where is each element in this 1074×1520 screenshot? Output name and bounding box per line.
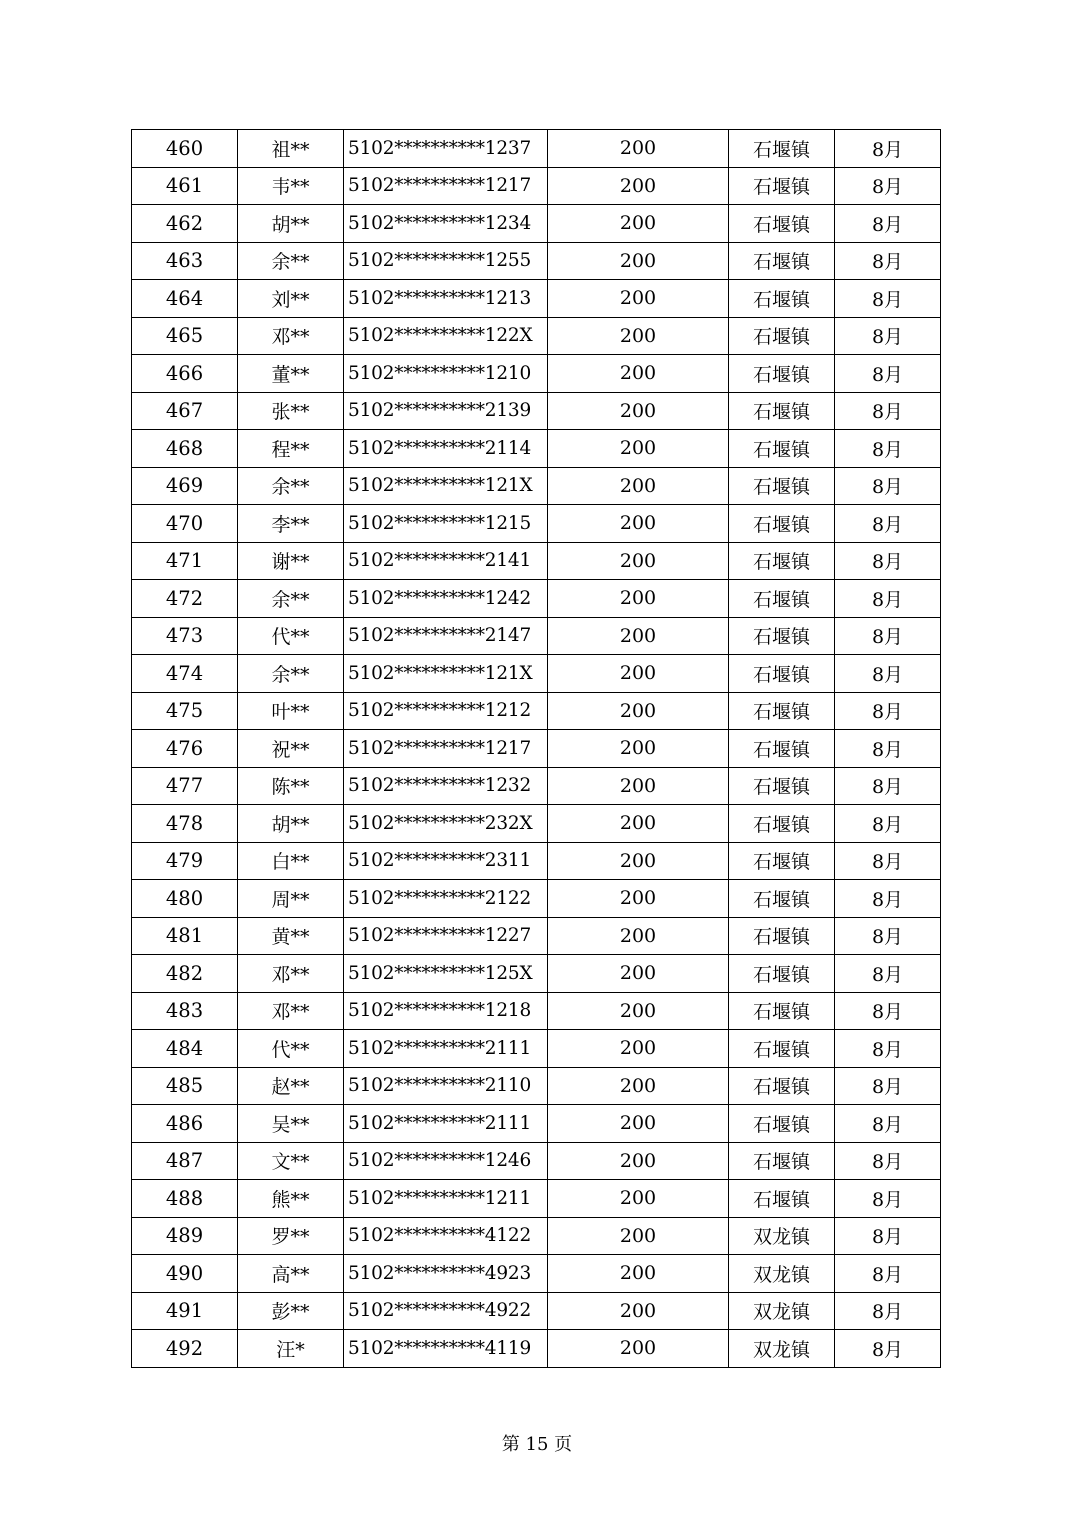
- amount-cell: 200: [548, 580, 729, 618]
- table-row: [132, 880, 941, 918]
- amount-cell: 200: [548, 767, 729, 805]
- name-cell: 赵**: [238, 1067, 344, 1105]
- table-row: [132, 392, 941, 430]
- town-cell: 双龙镇: [729, 1330, 835, 1368]
- row-number-cell: 470: [132, 505, 238, 543]
- table-row: [132, 242, 941, 280]
- id-number-cell: 5102**********2122: [344, 880, 548, 918]
- id-number-cell: 5102**********1232: [344, 767, 548, 805]
- town-cell: 双龙镇: [729, 1255, 835, 1293]
- month-cell: 8月: [835, 505, 941, 543]
- town-cell: 双龙镇: [729, 1292, 835, 1330]
- id-number-cell: 5102**********121X: [344, 467, 548, 505]
- town-cell: 石堰镇: [729, 242, 835, 280]
- table-row: [132, 205, 941, 243]
- town-cell: 双龙镇: [729, 1217, 835, 1255]
- id-number-cell: 5102**********2111: [344, 1030, 548, 1068]
- amount-cell: 200: [548, 1030, 729, 1068]
- row-number-cell: 486: [132, 1105, 238, 1143]
- row-number-cell: 463: [132, 242, 238, 280]
- month-cell: 8月: [835, 1292, 941, 1330]
- id-number-cell: 5102**********2147: [344, 617, 548, 655]
- id-number-cell: 5102**********4922: [344, 1292, 548, 1330]
- name-cell: 叶**: [238, 692, 344, 730]
- month-cell: 8月: [835, 880, 941, 918]
- name-cell: 陈**: [238, 767, 344, 805]
- month-cell: 8月: [835, 692, 941, 730]
- month-cell: 8月: [835, 1030, 941, 1068]
- town-cell: 石堰镇: [729, 917, 835, 955]
- town-cell: 石堰镇: [729, 730, 835, 768]
- table-row: [132, 580, 941, 618]
- name-cell: 文**: [238, 1142, 344, 1180]
- row-number-cell: 462: [132, 205, 238, 243]
- row-number-cell: 475: [132, 692, 238, 730]
- name-cell: 程**: [238, 430, 344, 468]
- town-cell: 石堰镇: [729, 1180, 835, 1218]
- table-row: [132, 805, 941, 843]
- id-number-cell: 5102**********1213: [344, 280, 548, 318]
- name-cell: 祝**: [238, 730, 344, 768]
- row-number-cell: 461: [132, 167, 238, 205]
- amount-cell: 200: [548, 355, 729, 393]
- town-cell: 石堰镇: [729, 1105, 835, 1143]
- id-number-cell: 5102**********1246: [344, 1142, 548, 1180]
- row-number-cell: 467: [132, 392, 238, 430]
- row-number-cell: 471: [132, 542, 238, 580]
- name-cell: 胡**: [238, 205, 344, 243]
- page-number: 第 15 页: [501, 1434, 573, 1455]
- table-row: [132, 955, 941, 993]
- row-number-cell: 478: [132, 805, 238, 843]
- row-number-cell: 485: [132, 1067, 238, 1105]
- table-row: [132, 542, 941, 580]
- name-cell: 彭**: [238, 1292, 344, 1330]
- month-cell: 8月: [835, 392, 941, 430]
- month-cell: 8月: [835, 430, 941, 468]
- name-cell: 余**: [238, 467, 344, 505]
- name-cell: 代**: [238, 617, 344, 655]
- row-number-cell: 472: [132, 580, 238, 618]
- table-row: [132, 917, 941, 955]
- name-cell: 张**: [238, 392, 344, 430]
- name-cell: 周**: [238, 880, 344, 918]
- town-cell: 石堰镇: [729, 205, 835, 243]
- table-row: [132, 355, 941, 393]
- table-row: [132, 1067, 941, 1105]
- name-cell: 邓**: [238, 317, 344, 355]
- name-cell: 汪*: [238, 1330, 344, 1368]
- month-cell: 8月: [835, 355, 941, 393]
- name-cell: 黄**: [238, 917, 344, 955]
- amount-cell: 200: [548, 1292, 729, 1330]
- id-number-cell: 5102**********2139: [344, 392, 548, 430]
- id-number-cell: 5102**********2141: [344, 542, 548, 580]
- row-number-cell: 479: [132, 842, 238, 880]
- table-row: [132, 1105, 941, 1143]
- row-number-cell: 482: [132, 955, 238, 993]
- name-cell: 高**: [238, 1255, 344, 1293]
- month-cell: 8月: [835, 767, 941, 805]
- town-cell: 石堰镇: [729, 692, 835, 730]
- amount-cell: 200: [548, 655, 729, 693]
- name-cell: 吴**: [238, 1105, 344, 1143]
- month-cell: 8月: [835, 917, 941, 955]
- table-row: [132, 317, 941, 355]
- id-number-cell: 5102**********1212: [344, 692, 548, 730]
- name-cell: 余**: [238, 242, 344, 280]
- amount-cell: 200: [548, 167, 729, 205]
- month-cell: 8月: [835, 1255, 941, 1293]
- town-cell: 石堰镇: [729, 355, 835, 393]
- amount-cell: 200: [548, 242, 729, 280]
- town-cell: 石堰镇: [729, 880, 835, 918]
- name-cell: 祖**: [238, 130, 344, 168]
- id-number-cell: 5102**********1227: [344, 917, 548, 955]
- town-cell: 石堰镇: [729, 317, 835, 355]
- amount-cell: 200: [548, 1330, 729, 1368]
- table-row: [132, 505, 941, 543]
- town-cell: 石堰镇: [729, 542, 835, 580]
- row-number-cell: 483: [132, 992, 238, 1030]
- month-cell: 8月: [835, 842, 941, 880]
- name-cell: 余**: [238, 655, 344, 693]
- name-cell: 韦**: [238, 167, 344, 205]
- id-number-cell: 5102**********1215: [344, 505, 548, 543]
- row-number-cell: 488: [132, 1180, 238, 1218]
- row-number-cell: 460: [132, 130, 238, 168]
- amount-cell: 200: [548, 805, 729, 843]
- row-number-cell: 468: [132, 430, 238, 468]
- table-row: [132, 130, 941, 168]
- table-row: [132, 1292, 941, 1330]
- id-number-cell: 5102**********1218: [344, 992, 548, 1030]
- subsidy-table: [131, 129, 941, 1368]
- month-cell: 8月: [835, 1105, 941, 1143]
- id-number-cell: 5102**********1211: [344, 1180, 548, 1218]
- table-body: [132, 130, 941, 1368]
- table-row: [132, 1255, 941, 1293]
- table-row: [132, 1217, 941, 1255]
- town-cell: 石堰镇: [729, 505, 835, 543]
- amount-cell: 200: [548, 392, 729, 430]
- row-number-cell: 491: [132, 1292, 238, 1330]
- table-row: [132, 842, 941, 880]
- id-number-cell: 5102**********4119: [344, 1330, 548, 1368]
- town-cell: 石堰镇: [729, 805, 835, 843]
- month-cell: 8月: [835, 1330, 941, 1368]
- amount-cell: 200: [548, 467, 729, 505]
- amount-cell: 200: [548, 1217, 729, 1255]
- table-row: [132, 467, 941, 505]
- id-number-cell: 5102**********232X: [344, 805, 548, 843]
- town-cell: 石堰镇: [729, 767, 835, 805]
- amount-cell: 200: [548, 1105, 729, 1143]
- amount-cell: 200: [548, 505, 729, 543]
- month-cell: 8月: [835, 242, 941, 280]
- id-number-cell: 5102**********121X: [344, 655, 548, 693]
- month-cell: 8月: [835, 580, 941, 618]
- month-cell: 8月: [835, 1217, 941, 1255]
- name-cell: 熊**: [238, 1180, 344, 1218]
- table-row: [132, 730, 941, 768]
- amount-cell: 200: [548, 542, 729, 580]
- month-cell: 8月: [835, 167, 941, 205]
- amount-cell: 200: [548, 1255, 729, 1293]
- id-number-cell: 5102**********2111: [344, 1105, 548, 1143]
- table-row: [132, 655, 941, 693]
- id-number-cell: 5102**********1234: [344, 205, 548, 243]
- id-number-cell: 5102**********1217: [344, 167, 548, 205]
- table-row: [132, 992, 941, 1030]
- amount-cell: 200: [548, 1067, 729, 1105]
- name-cell: 代**: [238, 1030, 344, 1068]
- amount-cell: 200: [548, 205, 729, 243]
- id-number-cell: 5102**********2311: [344, 842, 548, 880]
- table-row: [132, 430, 941, 468]
- row-number-cell: 484: [132, 1030, 238, 1068]
- month-cell: 8月: [835, 1067, 941, 1105]
- table-row: [132, 1180, 941, 1218]
- month-cell: 8月: [835, 617, 941, 655]
- row-number-cell: 476: [132, 730, 238, 768]
- table-row: [132, 1330, 941, 1368]
- town-cell: 石堰镇: [729, 1142, 835, 1180]
- id-number-cell: 5102**********1217: [344, 730, 548, 768]
- town-cell: 石堰镇: [729, 130, 835, 168]
- amount-cell: 200: [548, 280, 729, 318]
- table-row: [132, 1030, 941, 1068]
- amount-cell: 200: [548, 992, 729, 1030]
- id-number-cell: 5102**********1210: [344, 355, 548, 393]
- amount-cell: 200: [548, 917, 729, 955]
- month-cell: 8月: [835, 542, 941, 580]
- town-cell: 石堰镇: [729, 842, 835, 880]
- row-number-cell: 477: [132, 767, 238, 805]
- table-row: [132, 280, 941, 318]
- amount-cell: 200: [548, 430, 729, 468]
- town-cell: 石堰镇: [729, 1030, 835, 1068]
- town-cell: 石堰镇: [729, 280, 835, 318]
- town-cell: 石堰镇: [729, 430, 835, 468]
- table-row: [132, 1142, 941, 1180]
- row-number-cell: 490: [132, 1255, 238, 1293]
- name-cell: 罗**: [238, 1217, 344, 1255]
- name-cell: 谢**: [238, 542, 344, 580]
- row-number-cell: 464: [132, 280, 238, 318]
- amount-cell: 200: [548, 317, 729, 355]
- id-number-cell: 5102**********1255: [344, 242, 548, 280]
- table-row: [132, 767, 941, 805]
- id-number-cell: 5102**********1242: [344, 580, 548, 618]
- month-cell: 8月: [835, 805, 941, 843]
- town-cell: 石堰镇: [729, 992, 835, 1030]
- town-cell: 石堰镇: [729, 392, 835, 430]
- row-number-cell: 480: [132, 880, 238, 918]
- amount-cell: 200: [548, 692, 729, 730]
- town-cell: 石堰镇: [729, 467, 835, 505]
- town-cell: 石堰镇: [729, 617, 835, 655]
- amount-cell: 200: [548, 130, 729, 168]
- id-number-cell: 5102**********122X: [344, 317, 548, 355]
- name-cell: 余**: [238, 580, 344, 618]
- table-row: [132, 167, 941, 205]
- amount-cell: 200: [548, 842, 729, 880]
- amount-cell: 200: [548, 880, 729, 918]
- id-number-cell: 5102**********125X: [344, 955, 548, 993]
- month-cell: 8月: [835, 730, 941, 768]
- amount-cell: 200: [548, 1180, 729, 1218]
- town-cell: 石堰镇: [729, 167, 835, 205]
- month-cell: 8月: [835, 992, 941, 1030]
- row-number-cell: 473: [132, 617, 238, 655]
- month-cell: 8月: [835, 205, 941, 243]
- name-cell: 胡**: [238, 805, 344, 843]
- name-cell: 邓**: [238, 992, 344, 1030]
- month-cell: 8月: [835, 1180, 941, 1218]
- row-number-cell: 489: [132, 1217, 238, 1255]
- amount-cell: 200: [548, 617, 729, 655]
- month-cell: 8月: [835, 130, 941, 168]
- amount-cell: 200: [548, 1142, 729, 1180]
- name-cell: 邓**: [238, 955, 344, 993]
- month-cell: 8月: [835, 955, 941, 993]
- row-number-cell: 487: [132, 1142, 238, 1180]
- name-cell: 董**: [238, 355, 344, 393]
- row-number-cell: 466: [132, 355, 238, 393]
- row-number-cell: 474: [132, 655, 238, 693]
- month-cell: 8月: [835, 467, 941, 505]
- month-cell: 8月: [835, 1142, 941, 1180]
- name-cell: 李**: [238, 505, 344, 543]
- row-number-cell: 481: [132, 917, 238, 955]
- id-number-cell: 5102**********2114: [344, 430, 548, 468]
- town-cell: 石堰镇: [729, 955, 835, 993]
- row-number-cell: 492: [132, 1330, 238, 1368]
- town-cell: 石堰镇: [729, 655, 835, 693]
- town-cell: 石堰镇: [729, 1067, 835, 1105]
- town-cell: 石堰镇: [729, 580, 835, 618]
- amount-cell: 200: [548, 730, 729, 768]
- row-number-cell: 465: [132, 317, 238, 355]
- id-number-cell: 5102**********4923: [344, 1255, 548, 1293]
- id-number-cell: 5102**********2110: [344, 1067, 548, 1105]
- amount-cell: 200: [548, 955, 729, 993]
- month-cell: 8月: [835, 280, 941, 318]
- table-row: [132, 617, 941, 655]
- name-cell: 白**: [238, 842, 344, 880]
- table-row: [132, 692, 941, 730]
- id-number-cell: 5102**********4122: [344, 1217, 548, 1255]
- id-number-cell: 5102**********1237: [344, 130, 548, 168]
- row-number-cell: 469: [132, 467, 238, 505]
- month-cell: 8月: [835, 317, 941, 355]
- name-cell: 刘**: [238, 280, 344, 318]
- month-cell: 8月: [835, 655, 941, 693]
